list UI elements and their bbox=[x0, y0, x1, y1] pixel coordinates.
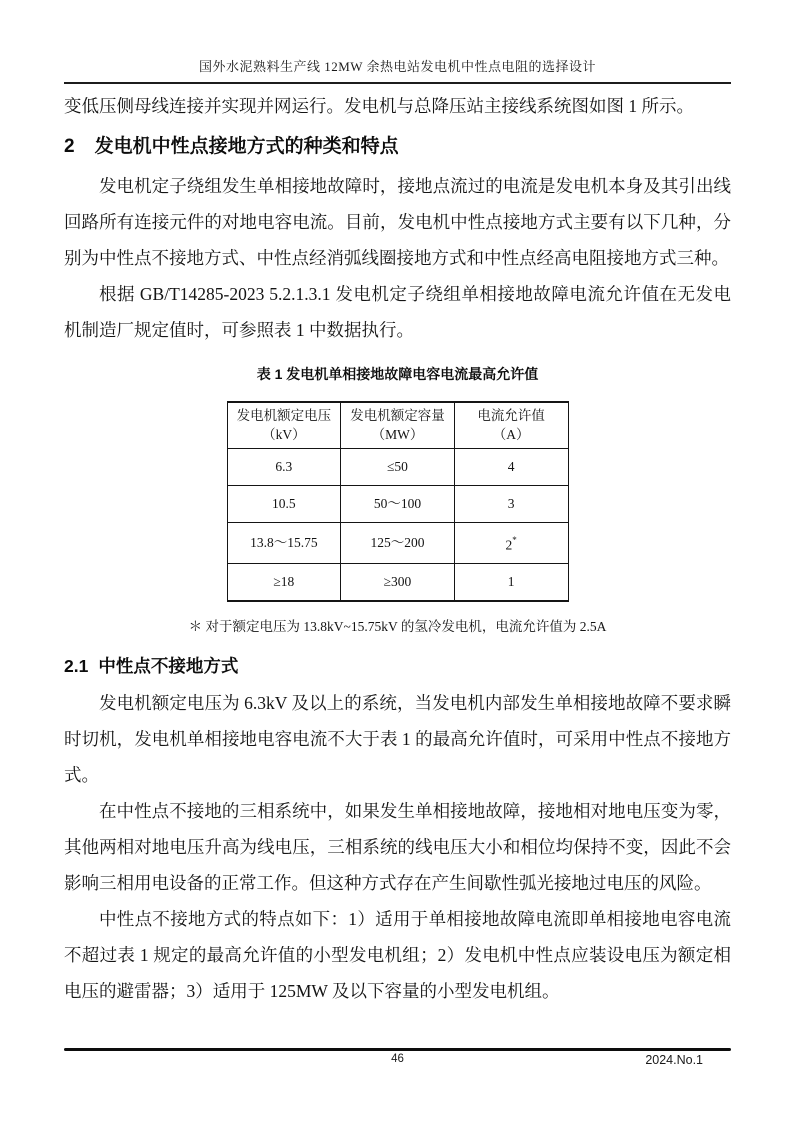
section-2-1-number: 2.1 bbox=[64, 656, 89, 676]
cell-capacity-2: 50～100 bbox=[341, 485, 455, 522]
table-1-header bbox=[227, 402, 568, 448]
page-number: 46 bbox=[391, 1053, 404, 1065]
page-footer bbox=[64, 1048, 731, 1069]
section-2-1-heading bbox=[64, 653, 731, 679]
table-row bbox=[227, 564, 568, 602]
table-row bbox=[227, 448, 568, 485]
section-2-1-paragraph-1: 发电机额定电压为 6.3kV 及以上的系统，当发电机内部发生单相接地故障不要求瞬时切机，发电机单相接地电容电流不大于表 1 的最高允许值时，可采用中性点不接地方式。 bbox=[64, 693, 731, 785]
cell-voltage-3: 13.8～15.75 bbox=[227, 522, 341, 564]
footnote-marker: * bbox=[512, 534, 517, 545]
table-header-row bbox=[227, 402, 568, 448]
table-row bbox=[227, 485, 568, 522]
footer-rule bbox=[64, 1048, 731, 1051]
section-2-number: 2 bbox=[64, 136, 75, 157]
section-2-paragraph-2: 根据 GB/T14285-2023 5.2.1.3.1 发电机定子绕组单相接地故障电流允许值在无发电机制造厂规定值时，可参照表 1 中数据执行。 bbox=[64, 284, 731, 340]
section-2-1-paragraph-3: 中性点不接地方式的特点如下：1）适用于单相接地故障电流即单相接地电容电流不超过表 1 规定的最高允许值的小型发电机组；2）发电机中性点应装设电压为额定相电压的避雷器；3）适用于 125MW 及以下容量的小型发电机组。 bbox=[64, 909, 731, 1001]
table-1-footnote: ＊ 对于额定电压为 13.8kV~15.75kV 的氢冷发电机，电流允许值为 2.5A bbox=[188, 619, 607, 634]
section-2-1-paragraph-2: 在中性点不接地的三相系统中，如果发生单相接地故障，接地相对地电压变为零，其他两相对地电压升高为线电压，三相系统的线电压大小和相位均保持不变，因此不会影响三相用电设备的正常工作。但这种方式存在产生间歇性弧光接地过电压的风险。 bbox=[64, 801, 731, 893]
cell-current-4: 1 bbox=[454, 564, 568, 602]
table-row bbox=[227, 522, 568, 564]
table-1 bbox=[227, 401, 569, 602]
body-text bbox=[64, 88, 731, 1009]
section-2-1-title: 中性点不接地方式 bbox=[98, 656, 239, 676]
footer-row bbox=[64, 1053, 731, 1069]
header-rule bbox=[64, 82, 731, 84]
col-header-allowed-current: 电流允许值 （A） bbox=[454, 402, 568, 448]
table-1-caption: 表 1 发电机单相接地故障电容电流最高允许值 bbox=[256, 366, 539, 382]
issue-number: 2024.No.1 bbox=[645, 1053, 703, 1067]
cell-current-2: 3 bbox=[454, 485, 568, 522]
section-2-paragraph-1: 发电机定子绕组发生单相接地故障时，接地点流过的电流是发电机本身及其引出线回路所有连接元件的对地电容电流。目前，发电机中性点接地方式主要有以下几种，分别为中性点不接地方式、中性点经消弧线圈接地方式和中性点经高电阻接地方式三种。 bbox=[64, 176, 731, 268]
table-1-body bbox=[227, 448, 568, 601]
intro-paragraph: 变低压侧母线连接并实现并网运行。发电机与总降压站主接线系统图如图 1 所示。 bbox=[64, 96, 694, 116]
cell-capacity-4: ≥300 bbox=[341, 564, 455, 602]
cell-capacity-3: 125～200 bbox=[341, 522, 455, 564]
col-header-rated-capacity: 发电机额定容量 （MW） bbox=[341, 402, 455, 448]
cell-voltage-4: ≥18 bbox=[227, 564, 341, 602]
section-2-heading bbox=[64, 133, 731, 161]
cell-capacity-1: ≤50 bbox=[341, 448, 455, 485]
section-2-title: 发电机中性点接地方式的种类和特点 bbox=[94, 136, 399, 157]
cell-current-3: 2* bbox=[454, 522, 568, 564]
col-header-rated-voltage: 发电机额定电压 （kV） bbox=[227, 402, 341, 448]
cell-voltage-1: 6.3 bbox=[227, 448, 341, 485]
cell-current-1: 4 bbox=[454, 448, 568, 485]
running-head-title: 国外水泥熟料生产线 12MW 余热电站发电机中性点电阻的选择设计 bbox=[198, 59, 597, 74]
page-content bbox=[64, 0, 731, 1009]
cell-voltage-2: 10.5 bbox=[227, 485, 341, 522]
